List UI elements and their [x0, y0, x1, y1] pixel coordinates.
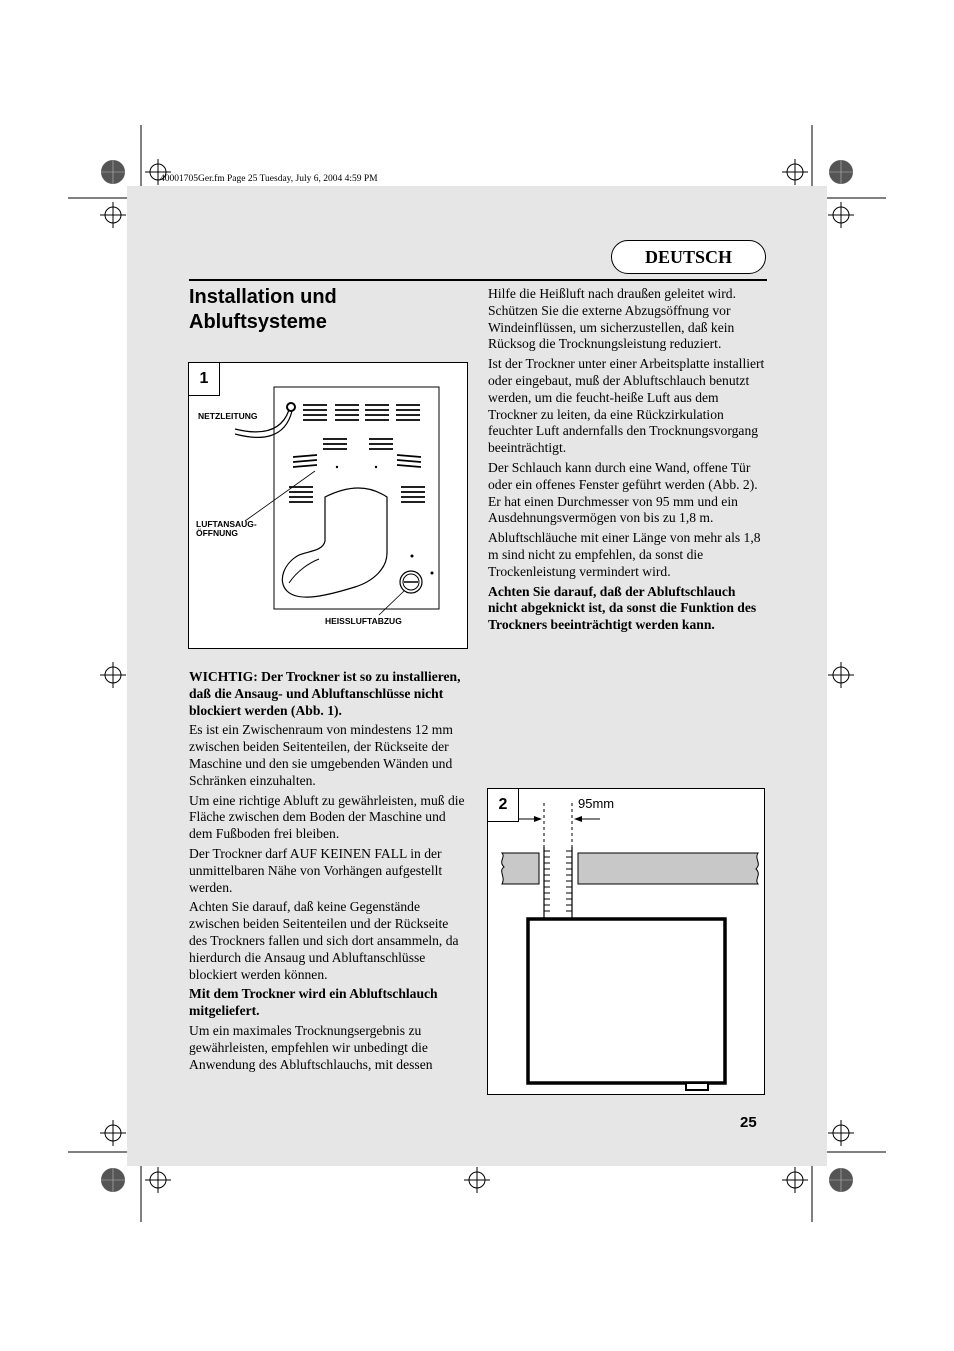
title-divider: [189, 279, 767, 281]
figure-2: [487, 788, 765, 1095]
paragraph-important: WICHTIG: Der Trockner ist so zu installieren, daß die Ansaug- und Abluftanschlüsse nicht blockiert werden (Abb. 1).: [189, 669, 461, 718]
label-air-intake-1: LUFTANSAUG-: [196, 519, 257, 529]
right-text-column: [488, 286, 766, 637]
label-hot-air-exhaust: HEISSLUFTABZUG: [325, 616, 402, 626]
paragraph-built-in: Ist der Trockner unter einer Arbeitsplatte installiert oder eingebaut, muß der Abluftschlauch benutzt werden, um die feucht-heiße Luft aus dem Trockner zu leiten, da eine Rückzirkulation feuchter Luft andernfalls den Trocknungsvorgang beeinträchtigt.: [488, 356, 765, 456]
figure-2-number: 2: [488, 789, 519, 822]
paragraph-no-kink: Achten Sie darauf, daß der Abluftschlauch nicht abgeknickt ist, da sonst die Funktion des Trockners beeinträchtigt werden kann.: [488, 583, 757, 633]
label-air-intake-2: ÖFFNUNG: [196, 528, 239, 538]
file-info-header: 40001705Ger.fm Page 25 Tuesday, July 6, 2004 4:59 PM: [160, 174, 378, 184]
figure-1: [188, 362, 468, 649]
page-number: 25: [740, 1114, 757, 1131]
label-power-cable: NETZLEITUNG: [198, 411, 258, 421]
dimension-label: 95mm: [578, 796, 615, 811]
paragraph-hose-length: Abluftschläuche mit einer Länge von mehr als 1,8 m sind nicht zu empfehlen, da sonst die Trockenleistung vermindert wird.: [488, 530, 761, 579]
paragraph-hose-use: Um ein maximales Trocknungsergebnis zu gewährleisten, empfehlen wir unbedingt die Anwendung des Abluftschlauchs, mit dessen: [189, 1022, 433, 1072]
paragraph-hose-routing: Der Schlauch kann durch eine Wand, offene Tür oder ein offenes Fenster geführt werden (Abb. 2). Er hat einen Durchmesser von 95 mm und ein Ausdehnungsvermögen von bis zu 1,8 m.: [488, 459, 758, 526]
paragraph-curtains: Der Trockner darf AUF KEINEN FALL in der unmittelbaren Nähe von Vorhängen aufgestellt werden.: [189, 845, 443, 895]
figure-1-number: 1: [189, 363, 220, 396]
paragraph-hose-supplied: Mit dem Trockner wird ein Abluftschlauch mitgeliefert.: [189, 986, 438, 1019]
paragraph-hot-air: Hilfe die Heißluft nach draußen geleitet wird. Schützen Sie die externe Abzugsöffnung vor Windeinflüssen, um sicherzustellen, daß kein Rücksog die Trocknungsleistung reduziert.: [488, 286, 736, 352]
dryer-rear-diagram: [189, 363, 467, 648]
paragraph-clearance: Es ist ein Zwischenraum von mindestens 12 mm zwischen beiden Seitenteilen, der Rückseite der Maschine und den sie umgebenden Wänden und Schränken einzuhalten.: [189, 722, 453, 788]
paragraph-floor-space: Um eine richtige Abluft zu gewährleisten, muß die Fläche zwischen dem Boden der Maschine und dem Fußboden frei bleiben.: [189, 792, 465, 842]
section-title: Installation und Abluftsysteme: [189, 286, 337, 333]
left-text-column: [189, 669, 467, 1076]
vent-hose-diagram: [488, 789, 764, 1094]
paragraph-objects: Achten Sie darauf, daß keine Gegenstände zwischen beiden Seitenteilen und der Rückseite des Trockners fallen und sich dort ansammeln, da hierdurch die Ansaug und Abluftanschlüsse blockiert werden können.: [189, 899, 459, 982]
language-badge: DEUTSCH: [611, 240, 766, 274]
